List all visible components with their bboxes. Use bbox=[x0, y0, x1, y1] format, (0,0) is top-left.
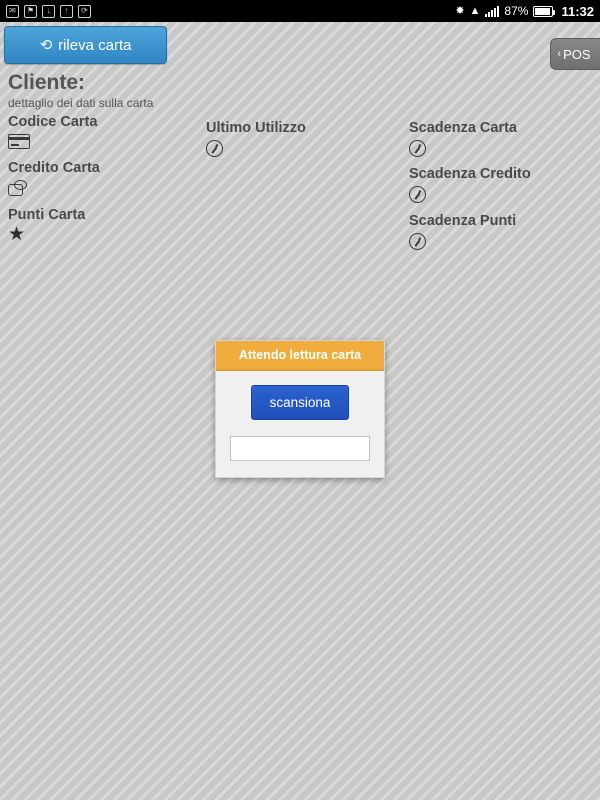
battery-percent: 87% bbox=[504, 4, 529, 18]
pos-button[interactable] bbox=[550, 38, 600, 70]
signal-bars-icon bbox=[485, 5, 499, 17]
battery-icon bbox=[533, 6, 553, 17]
scan-input[interactable] bbox=[230, 436, 370, 461]
field-codice-carta bbox=[8, 114, 97, 163]
flag-icon: ⚑ bbox=[24, 5, 37, 18]
status-bar bbox=[0, 0, 600, 22]
field-scadenza-punti-label: Scadenza Punti bbox=[409, 213, 517, 229]
card-read-dialog bbox=[215, 340, 385, 478]
field-scadenza-credito-label: Scadenza Credito bbox=[409, 166, 531, 182]
clock-icon bbox=[409, 186, 426, 203]
customer-header bbox=[8, 72, 153, 110]
field-ultimo-utilizzo-value bbox=[206, 157, 306, 171]
rileva-carta-button[interactable] bbox=[4, 26, 167, 64]
field-credito-carta-label: Credito Carta bbox=[8, 160, 100, 176]
dialog-body bbox=[216, 371, 384, 477]
message-icon: ✉ bbox=[6, 5, 19, 18]
clock-icon bbox=[206, 140, 223, 157]
top-action-row bbox=[0, 22, 600, 68]
field-scadenza-carta bbox=[409, 120, 517, 171]
chevron-left-icon: ‹ bbox=[557, 48, 562, 60]
scansiona-button[interactable]: scansiona bbox=[251, 385, 350, 420]
field-scadenza-carta-label: Scadenza Carta bbox=[409, 120, 517, 136]
dialog-title: Attendo lettura carta bbox=[216, 341, 384, 371]
rileva-carta-label: rileva carta bbox=[58, 36, 132, 54]
bluetooth-icon: ✸ bbox=[455, 4, 465, 17]
field-punti-carta-value bbox=[8, 244, 85, 258]
field-ultimo-utilizzo bbox=[206, 120, 306, 171]
status-bar-left-icons bbox=[6, 5, 455, 18]
credit-card-icon bbox=[8, 134, 30, 149]
download-icon: ↓ bbox=[42, 5, 55, 18]
field-ultimo-utilizzo-label: Ultimo Utilizzo bbox=[206, 120, 306, 136]
page-subtitle: dettaglio dei dati sulla carta bbox=[8, 96, 154, 111]
pos-label: POS bbox=[563, 46, 591, 62]
star-icon: ★ bbox=[8, 224, 26, 245]
field-punti-carta-label: Punti Carta bbox=[8, 207, 86, 223]
status-bar-clock: 11:32 bbox=[561, 3, 594, 19]
refresh-icon: ⟳ bbox=[39, 36, 53, 54]
field-credito-carta bbox=[8, 160, 100, 209]
wifi-icon: ▲ bbox=[469, 4, 481, 17]
field-scadenza-credito bbox=[409, 166, 531, 217]
clock-icon bbox=[409, 233, 426, 250]
field-scadenza-punti-value bbox=[409, 250, 516, 264]
clock-icon bbox=[409, 140, 426, 157]
field-punti-carta bbox=[8, 207, 85, 258]
upload-icon: ↑ bbox=[60, 5, 73, 18]
wallet-icon bbox=[8, 180, 28, 195]
field-codice-carta-label: Codice Carta bbox=[8, 114, 98, 130]
sync-icon: ⟳ bbox=[78, 5, 91, 18]
status-bar-right-icons bbox=[455, 4, 594, 19]
field-scadenza-punti bbox=[409, 213, 516, 264]
page-title: Cliente: bbox=[8, 71, 86, 94]
